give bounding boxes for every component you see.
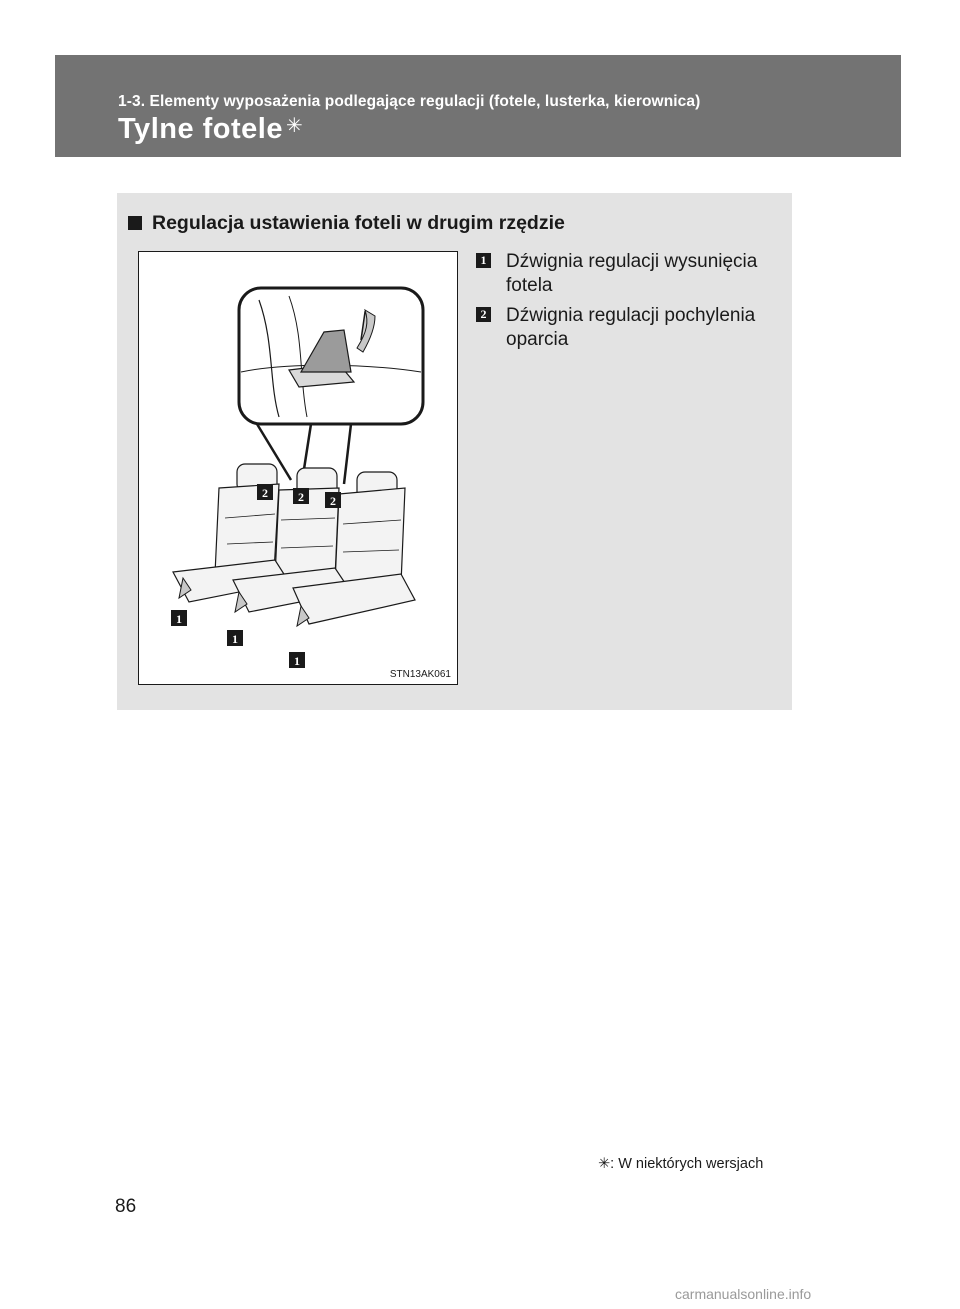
- watermark: carmanualsonline.info: [675, 1286, 812, 1302]
- page-number: 86: [115, 1196, 137, 1217]
- section-heading: [128, 212, 565, 235]
- legend-item: [476, 304, 786, 352]
- callout-label: 2: [298, 490, 304, 504]
- asterisk-icon: ✳: [598, 1156, 611, 1172]
- section-heading-text: Regulacja ustawienia foteli w drugim rzędzie: [152, 212, 565, 234]
- callout-label: 2: [262, 486, 268, 500]
- seat-illustration: [138, 251, 458, 685]
- callout-label: 1: [294, 654, 300, 668]
- callout-label: 2: [330, 494, 336, 508]
- page-title-text: Tylne fotele: [118, 113, 283, 145]
- breadcrumb: 1-3. Elementy wyposażenia podlegające regulacji (fotele, lusterka, kierownica): [118, 93, 701, 110]
- asterisk-icon: ✳: [286, 115, 304, 137]
- legend-text: Dźwignia regulacji wysunięcia fotela: [506, 251, 758, 296]
- callout-label: 1: [176, 612, 182, 626]
- seat-drawing: [139, 252, 457, 684]
- footnote: [598, 1156, 763, 1172]
- callout-label: 1: [232, 632, 238, 646]
- legend-text: Dźwignia regulacji pochylenia oparcia: [506, 305, 756, 350]
- footnote-text: : W niektórych wersjach: [610, 1156, 764, 1172]
- page-title: [118, 113, 303, 146]
- legend-number: 2: [476, 307, 491, 322]
- legend: [476, 250, 786, 358]
- figure-code: STN13AK061: [389, 669, 451, 680]
- legend-number: 1: [476, 253, 491, 268]
- legend-item: [476, 250, 786, 298]
- square-bullet-icon: [128, 216, 142, 230]
